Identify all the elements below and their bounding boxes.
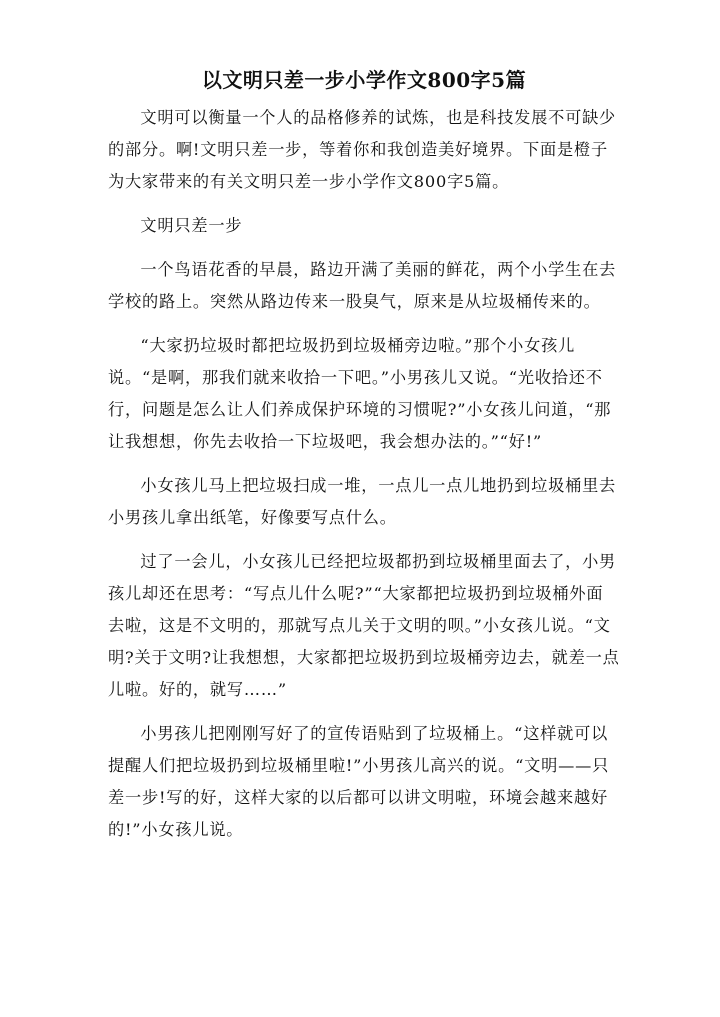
body-paragraph: 过了一会儿，小女孩儿已经把垃圾都扔到垃圾桶里面去了，小男孩儿却还在思考：“写点儿什么呢?”“大家都把垃圾扔到垃圾桶外面去啦，这是不文明的，那就写点儿关于文明的呗。”小女孩儿说。“文明?关于文明?让我想想，大家都把垃圾扔到垃圾桶旁边去，就差一点儿啦。好的，就写……” bbox=[108, 552, 620, 699]
body-paragraph: “大家扔垃圾时都把垃圾扔到垃圾桶旁边啦。”那个小女孩儿说。“是啊，那我们就来收拾一下吧。”小男孩儿又说。“光收拾还不行，问题是怎么让人们养成保护环境的习惯呢?”小女孩儿问道，“那让我想想，你先去收拾一下垃圾吧，我会想办法的。”“好!” bbox=[108, 336, 612, 451]
body-paragraph: 小女孩儿马上把垃圾扫成一堆，一点儿一点儿地扔到垃圾桶里去小男孩儿拿出纸笔，好像要写点什么。 bbox=[108, 476, 617, 527]
body-paragraph: 一个鸟语花香的早晨，路边开满了美丽的鲜花，两个小学生在去学校的路上。突然从路边传来一股臭气，原来是从垃圾桶传来的。 bbox=[108, 260, 617, 311]
body-paragraph: 小男孩儿把刚刚写好了的宣传语贴到了垃圾桶上。“这样就可以提醒人们把垃圾扔到垃圾桶里啦!”小男孩儿高兴的说。“文明——只差一步!写的好，这样大家的以后都可以讲文明啦，环境会越来越好的!”小女孩儿说。 bbox=[108, 724, 610, 839]
essay-subtitle: 文明只差一步 bbox=[140, 216, 243, 235]
document-title: 以文明只差一步小学作文800字5篇 bbox=[201, 68, 527, 92]
intro-paragraph: 文明可以衡量一个人的品格修养的试炼，也是科技发展不可缺少的部分。啊!文明只差一步，等着你和我创造美好境界。下面是橙子为大家带来的有关文明只差一步小学作文800字5篇。 bbox=[108, 108, 617, 191]
